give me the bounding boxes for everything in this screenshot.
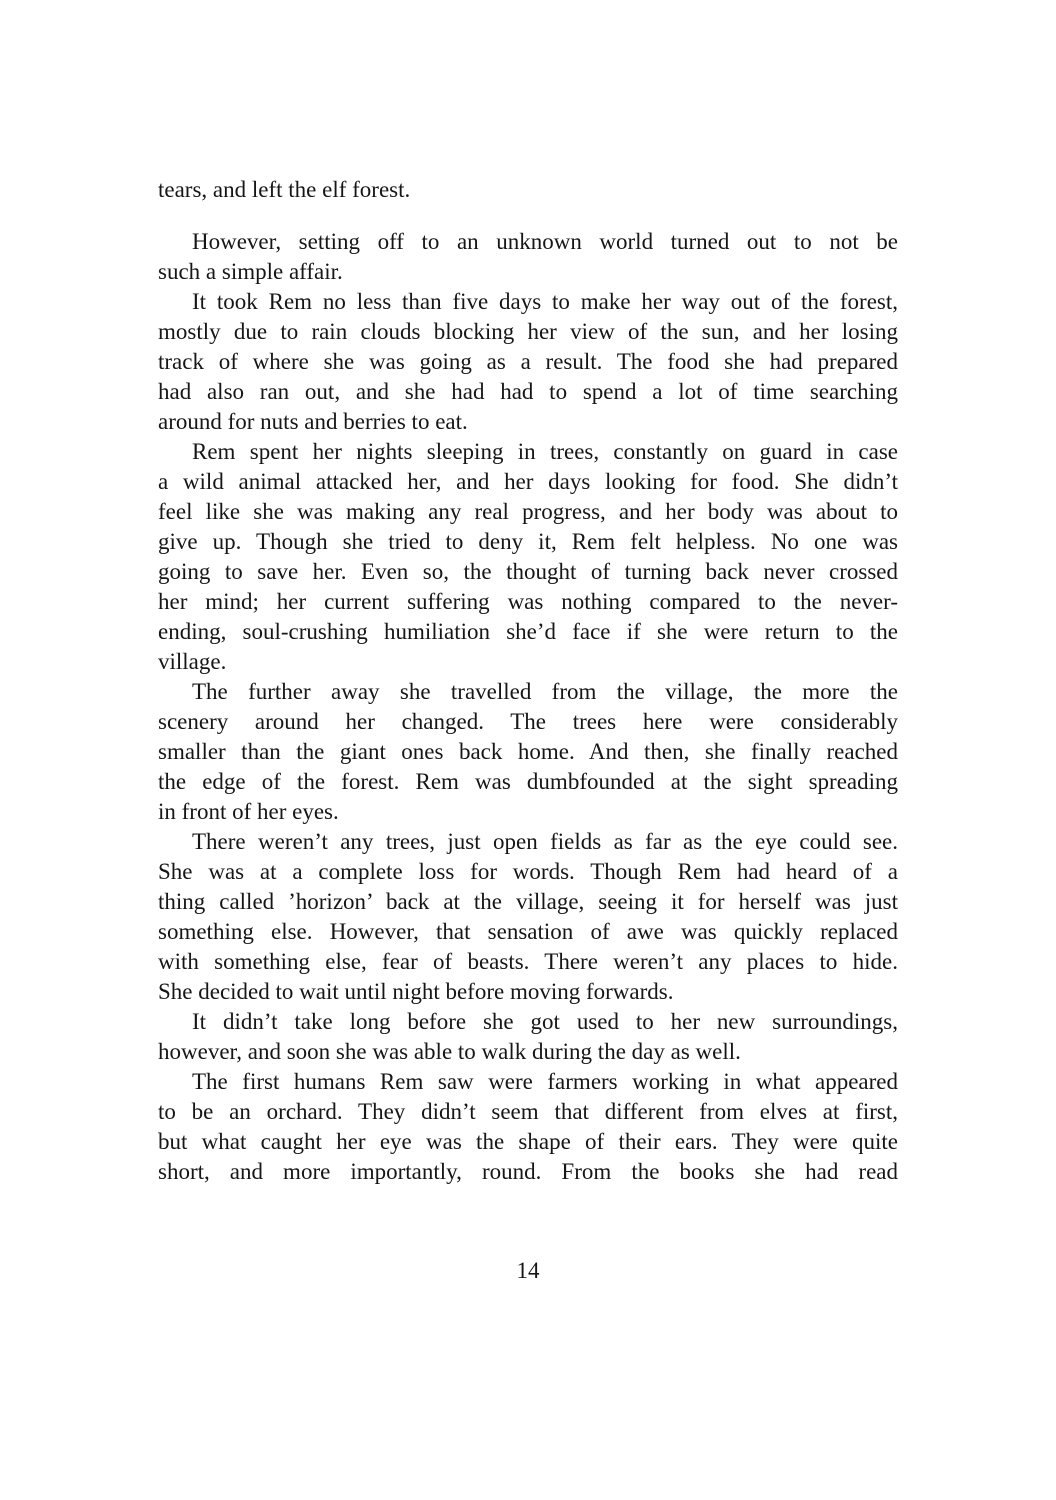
text-line: the edge of the forest. Rem was dumbfounded at the sight spreading	[158, 769, 898, 794]
text-line: It didn’t take long before she got used to her new surroundings,	[192, 1009, 898, 1034]
text-line: a wild animal attacked her, and her days looking for food. She didn’t	[158, 469, 898, 494]
text-line: going to save her. Even so, the thought of turning back never crossed	[158, 559, 898, 584]
text-line: to be an orchard. They didn’t seem that different from elves at first,	[158, 1099, 898, 1124]
page-number: 14	[516, 1258, 540, 1283]
text-line: around for nuts and berries to eat.	[158, 409, 468, 434]
text-line: in front of her eyes.	[158, 799, 339, 824]
text-line: ending, soul-crushing humiliation she’d face if she were return to the	[158, 619, 898, 644]
text-line: smaller than the giant ones back home. And then, she finally reached	[158, 739, 898, 764]
text-line: She was at a complete loss for words. Though Rem had heard of a	[158, 859, 898, 884]
text-line: mostly due to rain clouds blocking her view of the sun, and her losing	[158, 319, 898, 344]
text-line: The first humans Rem saw were farmers working in what appeared	[192, 1069, 898, 1094]
text-line: There weren’t any trees, just open fields as far as the eye could see.	[192, 829, 898, 854]
text-line: her mind; her current suffering was nothing compared to the never-	[158, 589, 898, 614]
text-line: tears, and left the elf forest.	[158, 177, 411, 202]
text-line: short, and more importantly, round. From the books she had read	[158, 1159, 898, 1184]
text-line: but what caught her eye was the shape of their ears. They were quite	[158, 1129, 898, 1154]
page-text	[158, 175, 898, 1187]
text-line: She decided to wait until night before moving forwards.	[158, 979, 674, 1004]
text-line: scenery around her changed. The trees here were considerably	[158, 709, 898, 734]
text-line: track of where she was going as a result. The food she had prepared	[158, 349, 898, 374]
text-line: thing called ’horizon’ back at the village, seeing it for herself was just	[158, 889, 898, 914]
text-line: such a simple affair.	[158, 259, 343, 284]
text-line: However, setting off to an unknown world turned out to not be	[192, 229, 898, 254]
text-line: with something else, fear of beasts. There weren’t any places to hide.	[158, 949, 898, 974]
text-line: however, and soon she was able to walk during the day as well.	[158, 1039, 741, 1064]
text-line: Rem spent her nights sleeping in trees, constantly on guard in case	[192, 439, 898, 464]
text-line: The further away she travelled from the village, the more the	[192, 679, 898, 704]
text-line: give up. Though she tried to deny it, Rem felt helpless. No one was	[158, 529, 898, 554]
text-line: It took Rem no less than five days to make her way out of the forest,	[192, 289, 898, 314]
text-line: feel like she was making any real progress, and her body was about to	[158, 499, 898, 524]
text-line: village.	[158, 649, 227, 674]
text-line: had also ran out, and she had had to spend a lot of time searching	[158, 379, 898, 404]
text-line: something else. However, that sensation of awe was quickly replaced	[158, 919, 898, 944]
